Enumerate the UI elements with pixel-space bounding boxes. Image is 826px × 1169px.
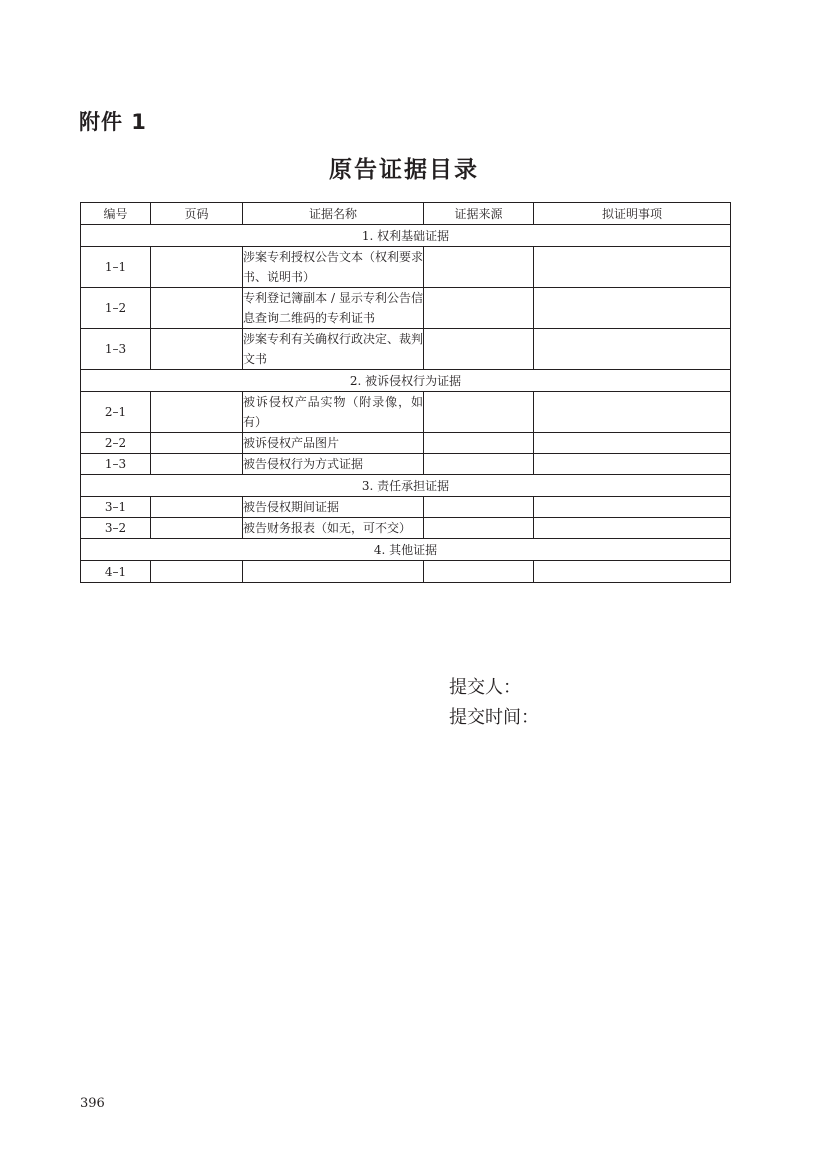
row-id: 2–1 — [81, 392, 151, 433]
table-row — [81, 433, 731, 454]
row-evidence-name: 被告侵权期间证据 — [243, 497, 424, 518]
document-title: 原告证据目录 — [329, 157, 479, 183]
row-page — [151, 497, 243, 518]
section-heading: 1. 权利基础证据 — [81, 225, 731, 247]
section-heading: 4. 其他证据 — [81, 539, 731, 561]
row-evidence-name: 被告财务报表（如无，可不交） — [243, 518, 424, 539]
header-proof-matter: 拟证明事项 — [534, 203, 731, 225]
row-source — [424, 561, 534, 583]
table-row — [81, 288, 731, 329]
header-id: 编号 — [81, 203, 151, 225]
row-source — [424, 497, 534, 518]
attachment-label: 附件 1 — [79, 110, 147, 134]
section-heading-row — [81, 475, 731, 497]
row-page — [151, 288, 243, 329]
row-evidence-name: 涉案专利授权公告文本（权利要求书、说明书） — [243, 247, 424, 288]
row-id: 1–1 — [81, 247, 151, 288]
row-source — [424, 288, 534, 329]
row-page — [151, 454, 243, 475]
row-source — [424, 247, 534, 288]
row-proof — [534, 247, 731, 288]
row-id: 1–2 — [81, 288, 151, 329]
evidence-table — [80, 202, 731, 583]
page-number: 396 — [80, 1096, 105, 1111]
row-id: 1–3 — [81, 454, 151, 475]
section-heading-row — [81, 539, 731, 561]
row-evidence-name — [243, 561, 424, 583]
row-source — [424, 518, 534, 539]
table-row — [81, 329, 731, 370]
row-id: 1–3 — [81, 329, 151, 370]
row-page — [151, 329, 243, 370]
section-heading: 2. 被诉侵权行为证据 — [81, 370, 731, 392]
row-proof — [534, 433, 731, 454]
section-heading-row — [81, 225, 731, 247]
row-evidence-name: 涉案专利有关确权行政决定、裁判文书 — [243, 329, 424, 370]
row-proof — [534, 561, 731, 583]
row-proof — [534, 392, 731, 433]
row-id: 4–1 — [81, 561, 151, 583]
row-page — [151, 433, 243, 454]
row-page — [151, 247, 243, 288]
row-page — [151, 518, 243, 539]
row-proof — [534, 329, 731, 370]
header-evidence-source: 证据来源 — [424, 203, 534, 225]
row-page — [151, 561, 243, 583]
row-evidence-name: 专利登记簿副本 / 显示专利公告信息查询二维码的专利证书 — [243, 288, 424, 329]
row-evidence-name: 被告侵权行为方式证据 — [243, 454, 424, 475]
row-source — [424, 392, 534, 433]
submit-time-label: 提交时间： — [449, 707, 539, 728]
table-row — [81, 518, 731, 539]
row-proof — [534, 288, 731, 329]
table-row — [81, 247, 731, 288]
row-proof — [534, 518, 731, 539]
submitter-label: 提交人： — [449, 677, 521, 698]
row-evidence-name: 被诉侵权产品图片 — [243, 433, 424, 454]
section-heading: 3. 责任承担证据 — [81, 475, 731, 497]
row-id: 3–1 — [81, 497, 151, 518]
table-row — [81, 497, 731, 518]
row-proof — [534, 454, 731, 475]
section-heading-row — [81, 370, 731, 392]
table-row — [81, 561, 731, 583]
table-header-row — [81, 203, 731, 225]
header-evidence-name: 证据名称 — [243, 203, 424, 225]
row-source — [424, 454, 534, 475]
table-row — [81, 454, 731, 475]
table-row — [81, 392, 731, 433]
row-evidence-name: 被诉侵权产品实物（附录像，如有） — [243, 392, 424, 433]
row-page — [151, 392, 243, 433]
row-proof — [534, 497, 731, 518]
row-id: 3–2 — [81, 518, 151, 539]
row-source — [424, 329, 534, 370]
row-source — [424, 433, 534, 454]
row-id: 2–2 — [81, 433, 151, 454]
header-page: 页码 — [151, 203, 243, 225]
